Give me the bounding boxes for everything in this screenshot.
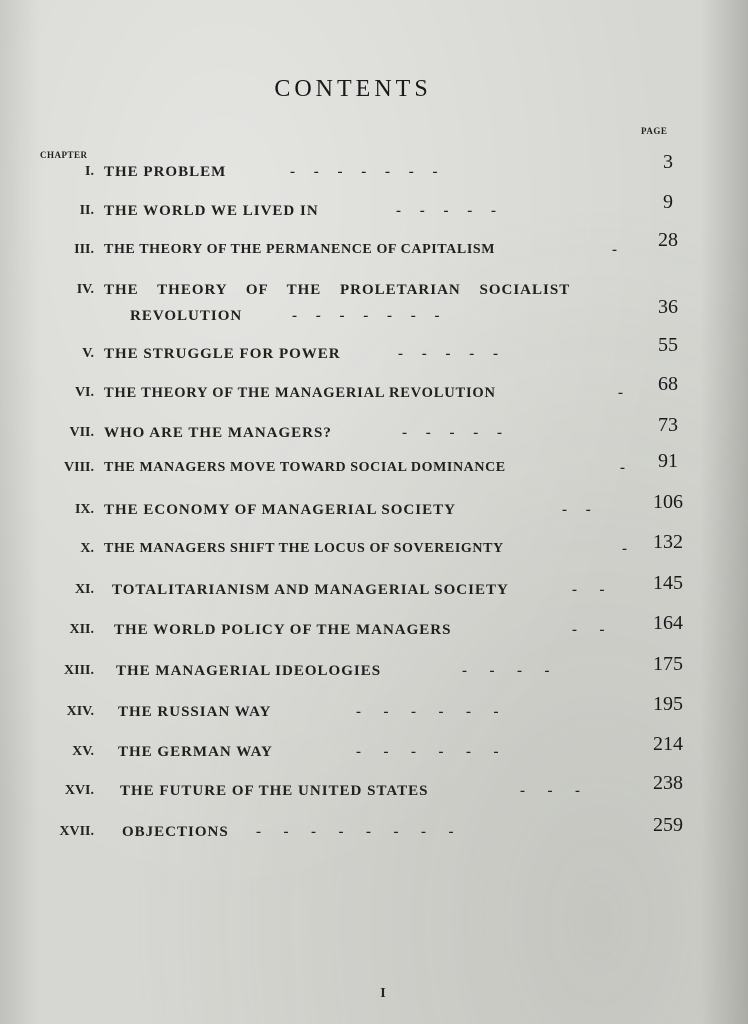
page-number: 55 (658, 334, 678, 356)
leader-dots: - - - - - - - - (256, 824, 454, 840)
chapter-number: I. (85, 164, 94, 179)
page-number: 28 (658, 229, 678, 251)
chapter-title: OBJECTIONS (122, 824, 229, 840)
chapter-title: THE GERMAN WAY (118, 744, 273, 760)
chapter-number: XVII. (59, 824, 94, 839)
list-item (0, 572, 748, 612)
leader-dots: - - - - - (396, 203, 496, 219)
page-number: 36 (658, 296, 678, 318)
chapter-number: VIII. (64, 460, 94, 475)
list-item (0, 653, 748, 693)
page-number: 3 (663, 151, 673, 173)
chapter-column-label: CHAPTER (40, 150, 88, 160)
chapter-number: XIV. (66, 704, 94, 719)
leader-dots: - (612, 242, 617, 258)
page-number: 145 (653, 572, 683, 594)
leader-dots: - (620, 460, 625, 476)
list-item (0, 491, 748, 532)
chapter-title: THE RUSSIAN WAY (118, 704, 272, 720)
chapter-title: WHO ARE THE MANAGERS? (104, 425, 332, 441)
chapter-number: VI. (74, 385, 94, 400)
list-item (0, 450, 748, 490)
chapter-title: THE MANAGERIAL IDEOLOGIES (116, 663, 382, 679)
leader-dots: - - - - - - - (292, 308, 440, 324)
list-item (0, 733, 748, 774)
chapter-number: XVI. (64, 783, 94, 798)
chapter-number: XV. (72, 744, 94, 759)
leader-dots: - - - - - - (356, 744, 499, 760)
chapter-title: THE MANAGERS SHIFT THE LOCUS OF SOVEREIGNTY (104, 541, 504, 556)
leader-dots: - - - - - - - (290, 164, 438, 180)
chapter-number: IV. (76, 282, 94, 297)
page-number: 238 (653, 772, 683, 794)
chapter-number: XIII. (64, 663, 94, 678)
chapter-title: THE PROBLEM (104, 164, 227, 180)
page-folio: I (380, 986, 386, 1001)
chapter-title: THE WORLD WE LIVED IN (104, 203, 319, 219)
page-number: 68 (658, 373, 678, 395)
leader-dots: - - - - - (398, 346, 498, 362)
leader-dots: - - (562, 502, 591, 518)
leader-dots: - - (572, 582, 605, 598)
list-item (0, 414, 748, 455)
chapter-title: THE WORLD POLICY OF THE MANAGERS (114, 622, 452, 638)
leader-dots: - - (572, 622, 605, 638)
chapter-number: IX. (74, 502, 94, 517)
chapter-title: THE MANAGERS MOVE TOWARD SOCIAL DOMINANCE (104, 460, 506, 475)
leader-dots: - - - - - (402, 425, 502, 441)
page-number: 214 (653, 733, 683, 755)
list-item (0, 693, 748, 734)
page-number: 195 (653, 693, 683, 715)
chapter-number: XII. (69, 622, 94, 637)
list-item (0, 814, 748, 854)
chapter-number: II. (79, 203, 94, 218)
chapter-number: XI. (74, 582, 94, 597)
page-number: 175 (653, 653, 683, 675)
chapter-number: V. (82, 346, 94, 361)
chapter-number: III. (74, 242, 94, 257)
leader-dots: - - - - (462, 663, 550, 679)
page-number: 91 (658, 450, 678, 472)
page-number: 132 (653, 531, 683, 553)
list-item (0, 531, 748, 571)
chapter-title: THE THEORY OF THE MANAGERIAL REVOLUTION (104, 385, 496, 401)
page-number: 9 (663, 191, 673, 213)
leader-dots: - (622, 541, 627, 557)
page-number: 164 (653, 612, 683, 634)
leader-dots: - - - - - - (356, 704, 499, 720)
leader-dots: - (618, 385, 623, 401)
page-column-label: PAGE (641, 126, 668, 136)
chapter-title: THE STRUGGLE FOR POWER (104, 346, 341, 362)
page-number: 106 (653, 491, 683, 513)
chapter-number: X. (80, 541, 94, 556)
chapter-title: THE THEORY OF THE PERMANENCE OF CAPITALISM (104, 242, 496, 257)
page-number: 73 (658, 414, 678, 436)
list-item (0, 334, 748, 376)
list-item (0, 191, 748, 233)
list-item (0, 772, 748, 813)
chapter-title: THE THEORY OF THE PROLETARIAN SOCIALIST (104, 282, 571, 298)
chapter-title: THE ECONOMY OF MANAGERIAL SOCIETY (104, 502, 456, 518)
page-number: 259 (653, 814, 683, 836)
list-item (0, 229, 748, 272)
chapter-number: VII. (69, 425, 94, 440)
list-item-continuation (0, 296, 748, 338)
leader-dots: - - - (520, 783, 580, 799)
chapter-title: TOTALITARIANISM AND MANAGERIAL SOCIETY (112, 582, 509, 598)
list-item (0, 373, 748, 415)
list-item (0, 612, 748, 652)
chapter-title-continuation: REVOLUTION (130, 308, 243, 324)
chapter-title: THE FUTURE OF THE UNITED STATES (120, 783, 429, 799)
page-title: CONTENTS (274, 76, 432, 102)
